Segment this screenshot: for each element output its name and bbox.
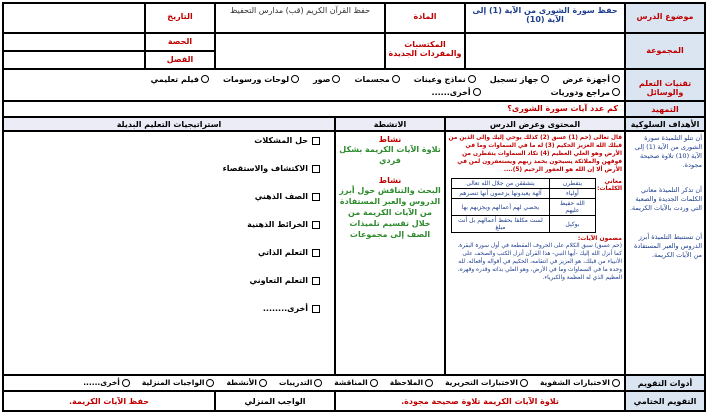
strategies-header: استراتيجيات التعليم البديلة bbox=[3, 117, 335, 131]
checkbox-icon bbox=[312, 193, 320, 201]
verses-text: قال تعالى (حم (1) عسق (2) كذلك يوحي إليك وإلى الذين من قبلك الله العزيز الحكيم (3) له ما في السماوات وما في الأرض وهو العلي العظيم (4) تكاد السماوات يتفطرن من فوقهن والملائكة يسبحون بحمد ربهم ويستغفرون لمن في الأرض ألا إن الله هو الغفور الرحيم (5).... bbox=[448, 135, 622, 173]
assessment-options bbox=[3, 375, 625, 391]
tech-option[interactable]: أخرى...... bbox=[432, 88, 481, 97]
strategy-item[interactable]: التعلم الذاتي bbox=[18, 248, 320, 276]
intro-label: التمهيد bbox=[625, 101, 705, 117]
class-value bbox=[3, 51, 145, 69]
activities-header: الانشطة bbox=[335, 117, 445, 131]
checkbox-icon bbox=[312, 221, 320, 229]
table-row: أولياء آلهة يعبدونها يزعمون أنها تنصرهم bbox=[452, 189, 596, 199]
meaning-text: (حم عسق) سبق الكلام على الحروف المقطعة في أول سورة البقرة. كما أنزل الله إليك -أيها النبي- هذا القرآن أنزل الكتب والصحف على الأنبياء من قبلك، هو العزيز في انتقامه، الحكيم في أقواله وأفعاله. لله وحده ما في السماوات وما في الأرض، وهو العلي بذاته وقدره وقهره، العظيم الذي له العظمة والكبرياء. bbox=[457, 243, 622, 281]
tech-options bbox=[3, 69, 625, 101]
assessment-option[interactable]: الواجبات المنزلية bbox=[142, 378, 215, 387]
strategy-item[interactable]: التعلم التعاوني bbox=[18, 276, 320, 304]
tech-option[interactable]: صور bbox=[313, 75, 340, 84]
objective-item: أن تتلو التلميذة سورة الشورى من الآية (1) إلى الآية (10) تلاوة صحيحة مجودة. bbox=[634, 134, 702, 169]
final-label: التقويم الختامي bbox=[625, 391, 705, 411]
homework-content: حفظ الآيات الكريمة. bbox=[3, 391, 215, 411]
date-label: التاريخ bbox=[145, 3, 215, 33]
homework-label: الواجب المنزلي bbox=[215, 391, 335, 411]
tech-option[interactable]: نماذج وعينات bbox=[414, 75, 476, 84]
activity-label: نشاط bbox=[378, 176, 402, 185]
tech-option[interactable]: فيلم تعليمي bbox=[151, 75, 209, 84]
subject: حفظ القرآن الكريم (قب) مدارس التحفيظ bbox=[215, 3, 385, 33]
intro-content: كم عدد آيات سورة الشورى؟ bbox=[3, 101, 625, 117]
activity-text: البحث والتناقش حول أبرز الدروس والعبر المستفادة من الآيات الكريمة من خلال تقسيم تلميذات الصف إلى مجموعات bbox=[339, 186, 441, 239]
checkbox-icon bbox=[312, 277, 320, 285]
strategies-cell bbox=[3, 131, 335, 375]
period-value bbox=[3, 33, 145, 51]
assessment-option[interactable]: الاختبارات التحريرية bbox=[445, 378, 528, 387]
tech-option[interactable]: مراجع ودوريات bbox=[551, 88, 620, 97]
assessment-option[interactable]: المناقشة bbox=[334, 378, 377, 387]
group-value bbox=[465, 33, 625, 69]
strategy-item[interactable]: الاكتشاف والاستقصاء bbox=[18, 164, 320, 192]
objective-item: أن تذكر التلميذة معاني الكلمات الجديدة والصعبة التي وردت بالآيات الكريمة. bbox=[629, 186, 702, 212]
tech-option[interactable]: لوحات ورسومات bbox=[223, 75, 299, 84]
table-row: الله حفيظ عليهم يحصي لهم أعمالهم ويجزيهم بها bbox=[452, 199, 596, 216]
words-table bbox=[451, 178, 596, 233]
content-header: المحتوى وعرض الدرس bbox=[445, 117, 625, 131]
tech-label: تقنيات التعلم والوسائل bbox=[625, 69, 705, 101]
period-label: الحصة bbox=[145, 33, 215, 51]
strategy-item[interactable]: الصف الذهني bbox=[18, 192, 320, 220]
lesson-topic-label: موضوع الدرس bbox=[625, 3, 705, 33]
objectives-cell bbox=[625, 131, 705, 375]
strategy-item[interactable]: أخرى........ bbox=[18, 304, 320, 332]
lesson-topic: حفظ سورة الشورى من الآية (1) إلى الآية (10) bbox=[465, 3, 625, 33]
activity-text: تلاوة الآيات الكريمة بشكل فردي bbox=[339, 145, 441, 165]
date-value bbox=[3, 3, 145, 33]
tech-option[interactable]: أجهزة عرض bbox=[563, 75, 620, 84]
checkbox-icon bbox=[312, 165, 320, 173]
meaning-label: مضمون الآيات: bbox=[577, 235, 622, 242]
table-row: بوكيل لست مكلفا بحفظ أعمالهم بل أنت مبلغ bbox=[452, 216, 596, 233]
objective-item: أن تستنبط التلميذة أبرز الدروس والعبر المستفادة من الآيات الكريمة. bbox=[633, 233, 702, 259]
checkbox-icon bbox=[312, 249, 320, 257]
assessment-option[interactable]: الملاحظة bbox=[390, 378, 433, 387]
objectives-header: الأهداف السلوكية bbox=[625, 117, 705, 131]
checkbox-icon bbox=[312, 137, 320, 145]
tech-option[interactable]: جهاز تسجيل bbox=[490, 75, 549, 84]
concepts-label: المكتسبات والمفردات الجديدة bbox=[385, 33, 465, 69]
assessment-option[interactable]: الاختبارات الشفوية bbox=[540, 378, 620, 387]
tech-option[interactable]: مجسمات bbox=[354, 75, 399, 84]
words-label: معاني الكلمات: bbox=[597, 178, 622, 192]
activities-cell bbox=[335, 131, 445, 375]
concepts-value bbox=[215, 33, 385, 69]
strategy-item[interactable]: حل المشكلات bbox=[18, 136, 320, 164]
subject-label: المادة bbox=[385, 3, 465, 33]
checkbox-icon bbox=[312, 305, 320, 313]
table-row: يتفطرن يتشققن من جلال الله تعالى bbox=[452, 179, 596, 189]
lesson-plan bbox=[2, 2, 706, 412]
group-label: المجموعة bbox=[625, 33, 705, 69]
strategy-item[interactable]: الخرائط الذهنية bbox=[18, 220, 320, 248]
content-cell bbox=[445, 131, 625, 375]
assessment-label: أدوات التقويم bbox=[625, 375, 705, 391]
activity-label: نشاط bbox=[378, 135, 402, 144]
assessment-option[interactable]: الأنشطة bbox=[226, 378, 266, 387]
assessment-option[interactable]: التدريبات bbox=[279, 378, 322, 387]
class-label: الفصل bbox=[145, 51, 215, 69]
assessment-option[interactable]: أخرى...... bbox=[83, 378, 130, 387]
final-content: تلاوة الآيات الكريمة تلاوة صحيحة مجودة. bbox=[335, 391, 625, 411]
